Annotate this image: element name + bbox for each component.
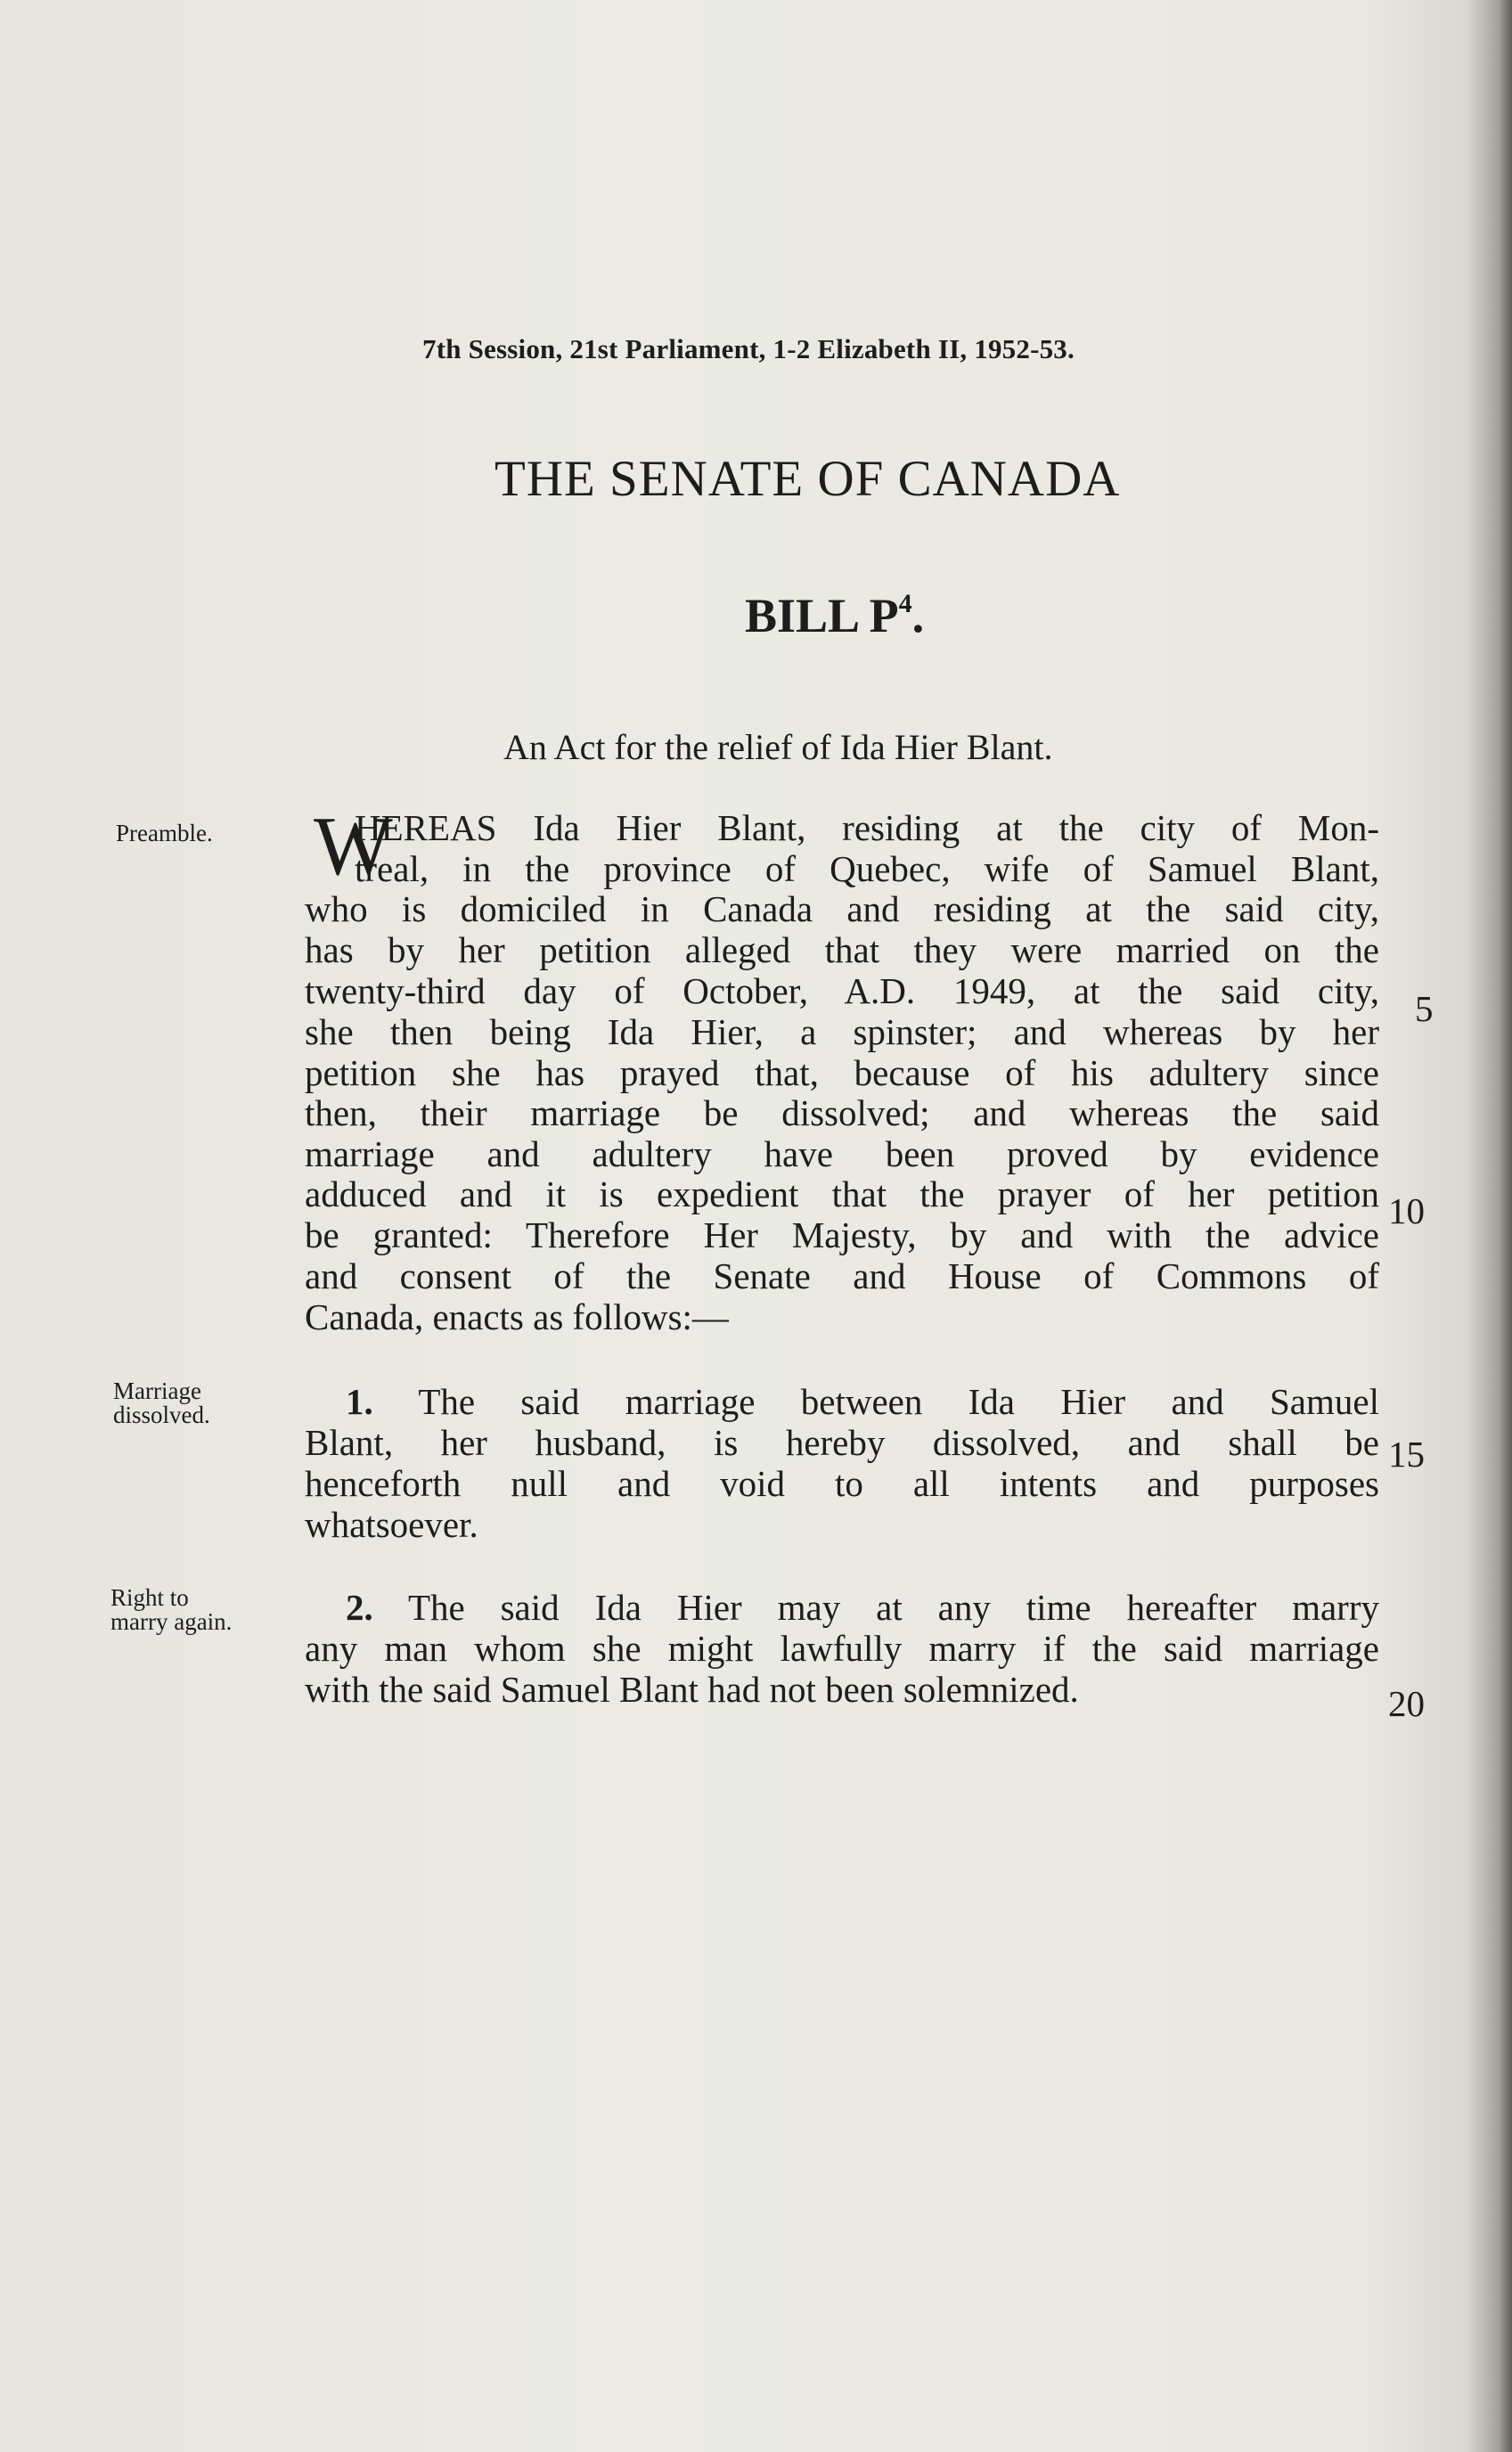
section2-line: any man whom she might lawfully marry if the said marriage — [305, 1628, 1379, 1669]
bill-number — [745, 588, 924, 643]
preamble-line: who is domiciled in Canada and residing at the said city, — [305, 888, 1379, 929]
preamble-line: petition she has prayed that, because of his adultery since — [305, 1052, 1379, 1093]
margin-note-line: Marriage — [113, 1377, 201, 1404]
preamble-line: she then being Ida Hier, a spinster; and whereas by her — [305, 1011, 1379, 1052]
section1-first-text: The said marriage between Ida Hier and Samuel — [418, 1381, 1379, 1422]
senate-title: THE SENATE OF CANADA — [494, 451, 1121, 507]
section1-line: whatsoever. — [305, 1504, 478, 1545]
session-header: 7th Session, 21st Parliament, 1-2 Elizabeth II, 1952-53. — [422, 333, 1075, 364]
margin-note-line: marry again. — [110, 1608, 233, 1635]
line-number: 15 — [1388, 1434, 1425, 1475]
section1-line: Blant, her husband, is hereby dissolved, and shall be — [305, 1422, 1379, 1463]
preamble-line: be granted: Therefore Her Majesty, by and with the advice — [305, 1214, 1379, 1255]
margin-note-line: dissolved. — [113, 1402, 210, 1428]
section2-line — [346, 1587, 1379, 1628]
margin-note-line: Preamble. — [116, 820, 213, 846]
preamble-line: adduced and it is expedient that the prayer of her petition — [305, 1173, 1379, 1214]
section1-line — [346, 1381, 1379, 1422]
section2-number: 2. — [346, 1587, 373, 1628]
page-edge-shadow — [1500, 0, 1512, 2452]
line-number: 10 — [1388, 1190, 1425, 1231]
line-number: 20 — [1388, 1683, 1425, 1724]
preamble-line: twenty-third day of October, A.D. 1949, at the said city, — [305, 970, 1379, 1011]
section1-number: 1. — [346, 1381, 373, 1422]
act-title: An Act for the relief of Ida Hier Blant. — [503, 727, 1053, 767]
preamble-line: marriage and adultery have been proved by evidence — [305, 1133, 1379, 1174]
bill-superscript: 4 — [898, 589, 912, 618]
preamble-line: has by her petition alleged that they were married on the — [305, 929, 1379, 970]
margin-note-right-to-marry — [110, 1586, 232, 1634]
preamble-line: HEREAS Ida Hier Blant, residing at the city of Mon- — [355, 807, 1379, 848]
bill-period: . — [911, 589, 925, 642]
preamble-line: treal, in the province of Quebec, wife of Samuel Blant, — [355, 848, 1379, 889]
margin-note-line: Right to — [110, 1584, 189, 1611]
margin-note-marriage-dissolved — [113, 1379, 210, 1427]
preamble-dropcap: W — [314, 800, 393, 893]
bill-label: BILL P — [745, 589, 899, 642]
preamble-line: Canada, enacts as follows:— — [305, 1296, 729, 1337]
preamble-line: then, their marriage be dissolved; and whereas the said — [305, 1092, 1379, 1133]
margin-note-preamble — [116, 821, 213, 846]
line-number: 5 — [1415, 988, 1434, 1029]
section2-first-text: The said Ida Hier may at any time hereafter marry — [407, 1587, 1379, 1628]
section2-line: with the said Samuel Blant had not been solemnized. — [305, 1669, 1079, 1710]
section1-line: henceforth null and void to all intents and purposes — [305, 1463, 1379, 1504]
preamble-line: and consent of the Senate and House of Commons of — [305, 1255, 1379, 1296]
